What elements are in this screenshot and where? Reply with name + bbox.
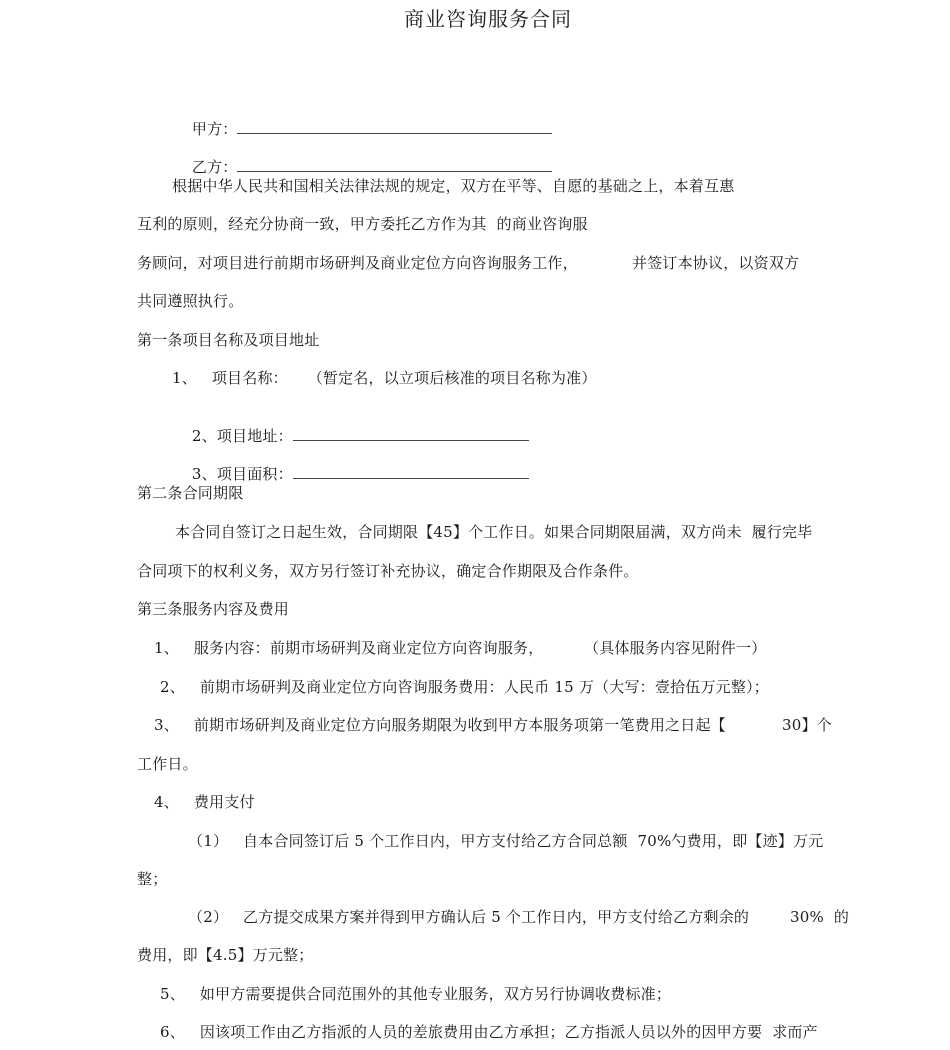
preamble-line: 互利的原则，经充分协商一致，甲方委托乙方作为其 的商业咨询服 <box>137 215 588 233</box>
article3-item: 30】个 <box>782 716 832 734</box>
payment-term: （1） 自本合同签订后 5 个工作日内，甲方支付给乙方合同总额 70%勺费用，即【迹】万元 <box>188 832 824 850</box>
article3-heading: 第三条服务内容及费用 <box>137 600 290 618</box>
preamble-line: 共同遵照执行。 <box>137 292 244 310</box>
article3-item: 6、 因该项工作由乙方指派的人员的差旅费用由乙方承担；乙方指派人员以外的因甲方要 求而产 <box>160 1023 818 1041</box>
article3-item: 3、 前期市场研判及商业定位方向服务期限为收到甲方本服务项第一笔费用之日起【 <box>154 716 726 734</box>
article2-heading: 第二条合同期限 <box>137 484 244 502</box>
payment-term: 费用，即【4.5】万元整； <box>137 946 314 964</box>
article3-item: 2、 前期市场研判及商业定位方向咨询服务费用：人民币 15 万（大写：壹拾伍万元整）； <box>160 678 769 696</box>
payment-term: 30% 的 <box>790 908 850 926</box>
party-a-label: 甲方： <box>191 120 238 138</box>
project-address-label: 2、项目地址： <box>191 427 293 445</box>
article3-item: 4、 费用支付 <box>154 793 255 811</box>
party-a-blank <box>237 119 552 134</box>
document-title: 商业咨询服务合同 <box>404 7 572 31</box>
article3-item: 5、 如甲方需要提供合同范围外的其他专业服务，双方另行协调收费标准； <box>160 985 672 1003</box>
preamble-line: 根据中华人民共和国相关法律法规的规定，双方在平等、自愿的基础之上，本着互惠 <box>172 177 735 195</box>
project-area-label: 3、项目面积： <box>191 465 293 483</box>
payment-term: 整； <box>137 870 168 888</box>
article3-item: （具体服务内容见附件一） <box>584 639 767 657</box>
party-b-label: 乙方： <box>191 158 238 176</box>
preamble-line: 务顾问，对项目进行前期市场研判及商业定位方向咨询服务工作， <box>137 254 578 272</box>
article2-text: 合同项下的权利义务，双方另行签订补充协议，确定合作期限及合作条件。 <box>137 562 639 580</box>
preamble-line: 并签订本协议，以资双方 <box>632 254 800 272</box>
article3-item: 1、 服务内容：前期市场研判及商业定位方向咨询服务， <box>154 639 544 657</box>
party-b-blank <box>237 157 552 172</box>
payment-term: （2） 乙方提交成果方案并得到甲方确认后 5 个工作日内，甲方支付给乙方剩余的 <box>188 908 750 926</box>
project-address-blank <box>293 426 529 441</box>
article2-text: 本合同自签订之日起生效，合同期限【45】个工作日。如果合同期限届满，双方尚未 履行完毕 <box>175 523 813 541</box>
article1-item: 1、 项目名称： （暂定名，以立项后核准的项目名称为准） <box>172 369 597 387</box>
project-area-blank <box>293 464 529 479</box>
article1-heading: 第一条项目名称及项目地址 <box>137 331 320 349</box>
article3-item: 工作日。 <box>137 755 198 773</box>
